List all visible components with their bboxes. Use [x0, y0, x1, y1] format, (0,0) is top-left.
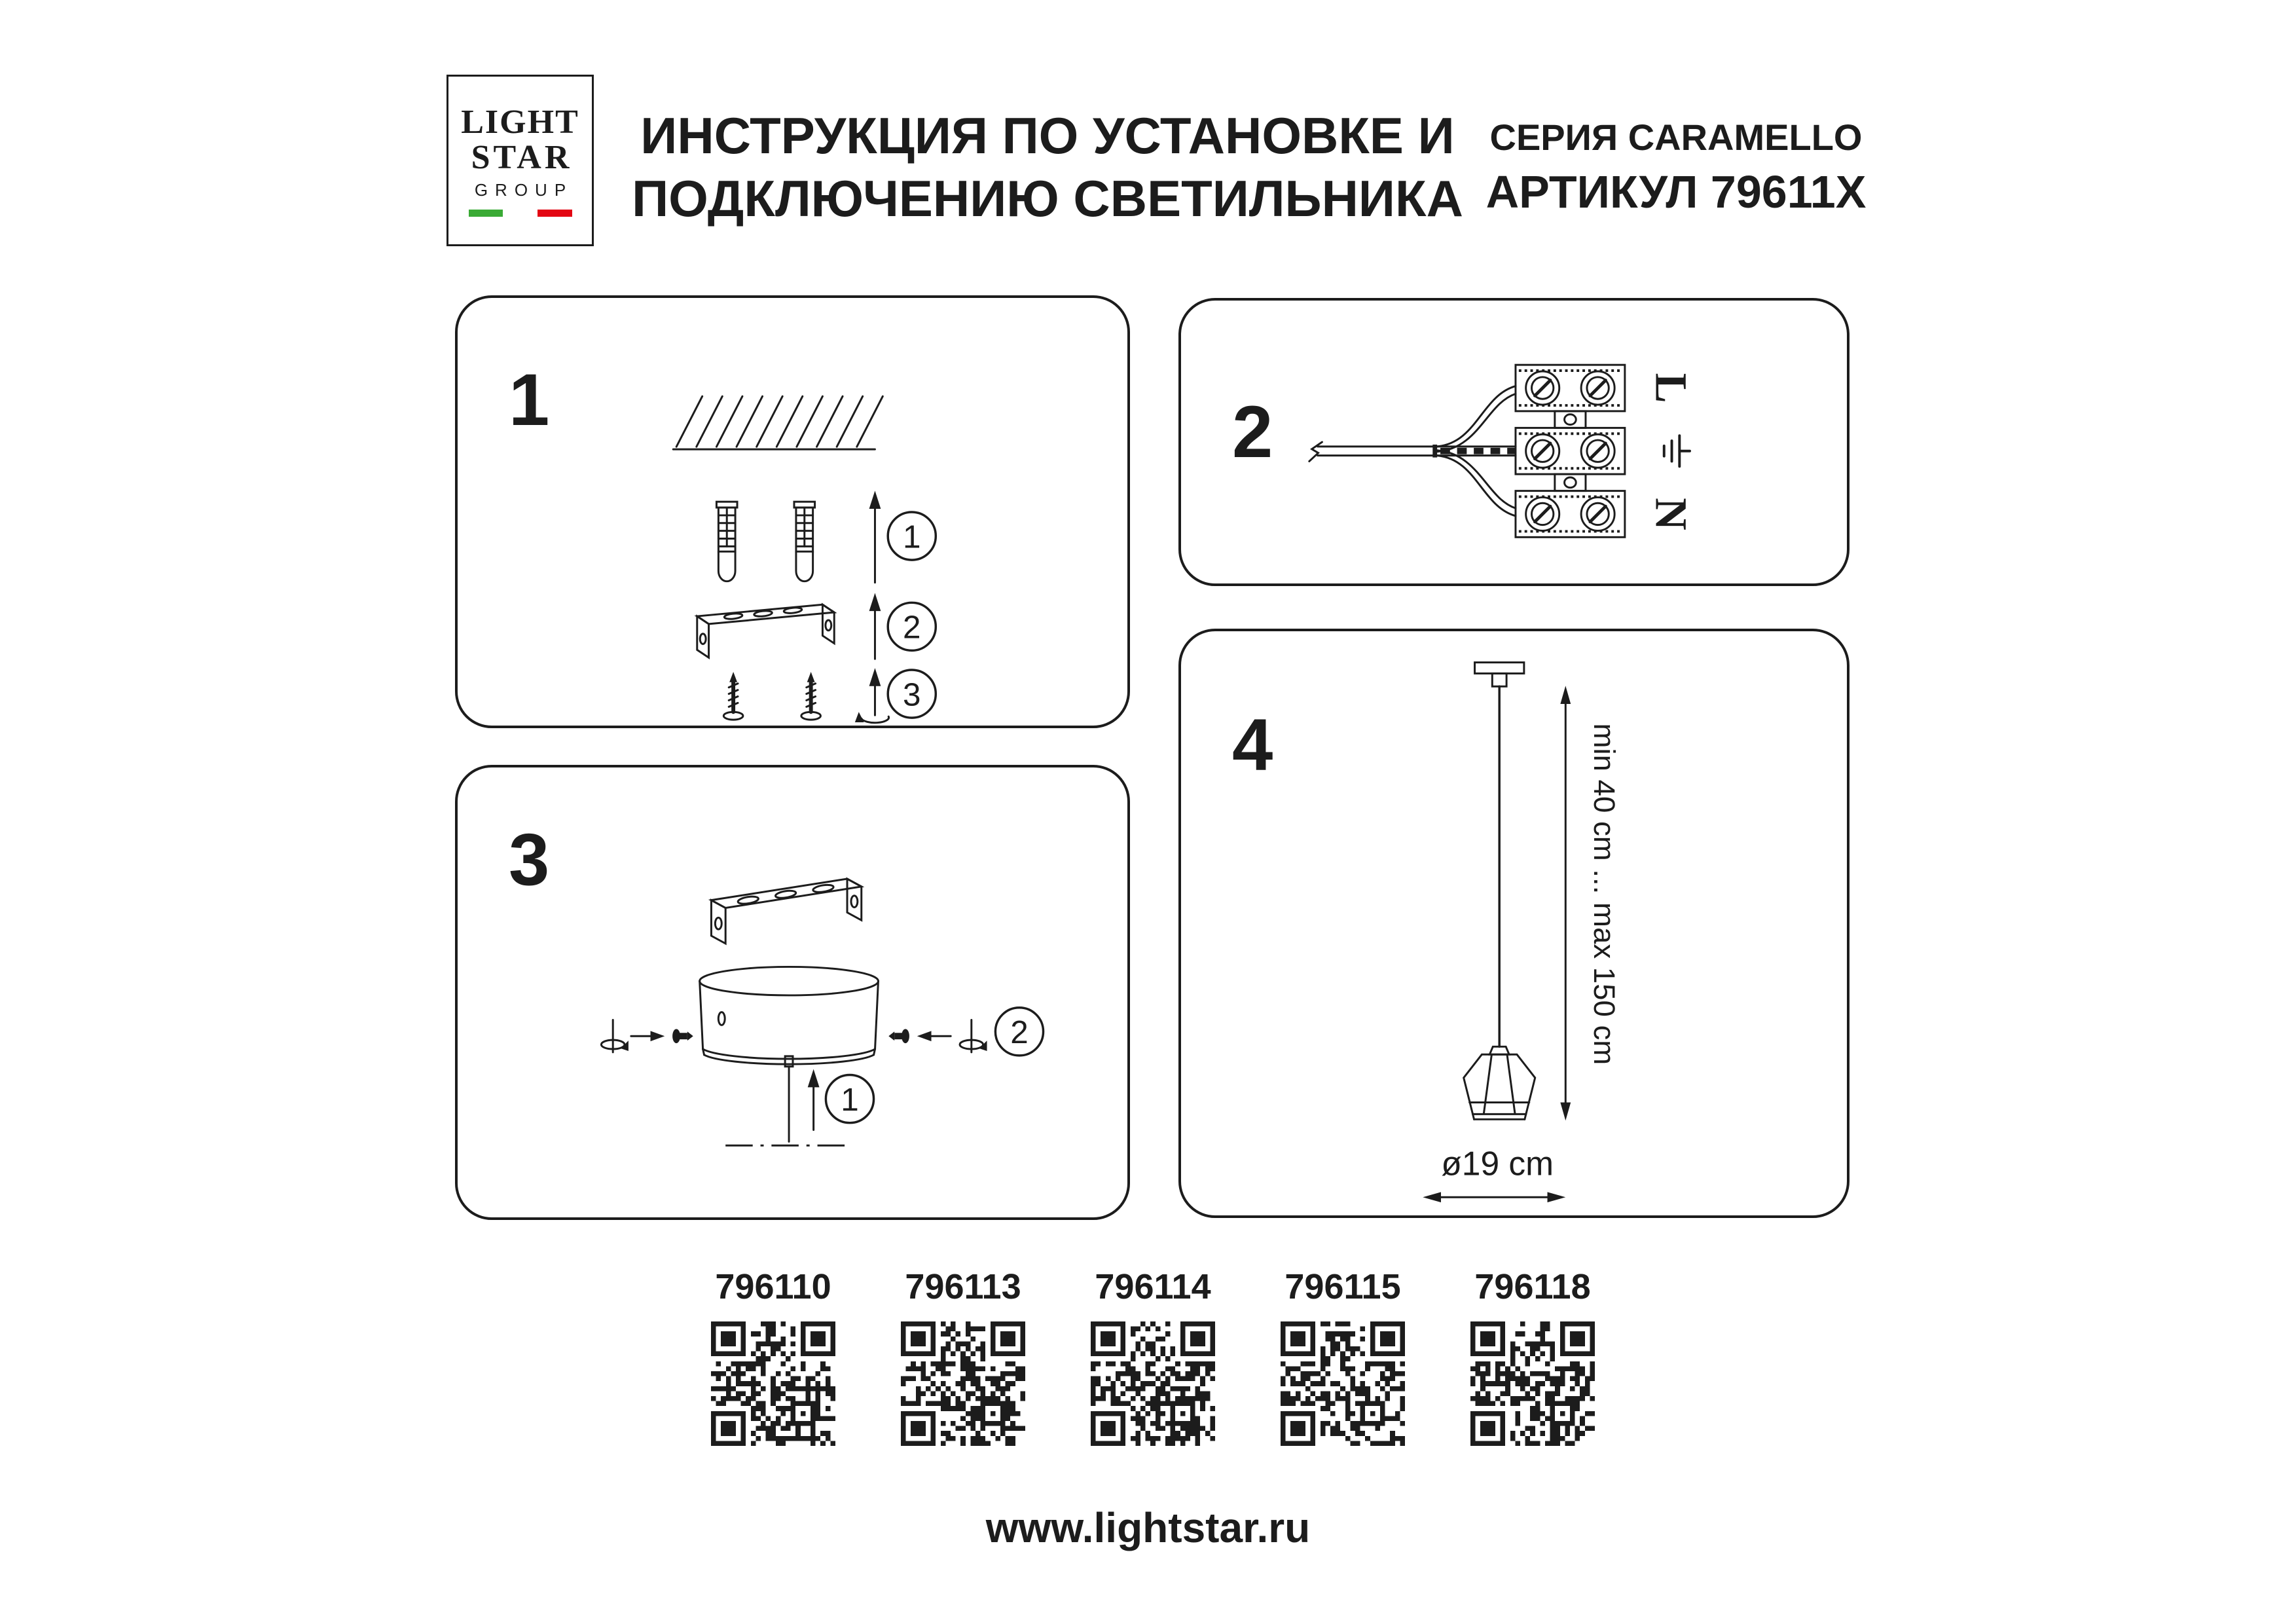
qr-item [1470, 1269, 1595, 1446]
qr-code [1091, 1321, 1215, 1446]
screw-icon [801, 672, 821, 720]
svg-text:2: 2 [1010, 1014, 1029, 1051]
series-name: СЕРИЯ CARAMELLO [1489, 117, 1863, 158]
bracket-icon [697, 604, 834, 657]
ceiling-cap [1475, 663, 1524, 687]
wire-ground [1437, 447, 1516, 456]
ground-icon [1664, 435, 1690, 466]
height-dimension [1560, 686, 1620, 1120]
step3-number: 3 [509, 819, 550, 900]
step-badge [826, 1075, 873, 1123]
qr-code [901, 1321, 1025, 1446]
page-title-line2: ПОДКЛЮЧЕНИЮ СВЕТИЛЬНИКА [632, 170, 1463, 227]
qr-item [1090, 1269, 1216, 1446]
step-badge [888, 602, 936, 650]
page-title-line1: ИНСТРУКЦИЯ ПО УСТАНОВКЕ И [640, 107, 1455, 164]
step1-panel [455, 295, 1130, 728]
page-title [556, 107, 1539, 227]
step4-number: 4 [1232, 704, 1273, 786]
arrow-up-icon [869, 490, 881, 582]
qr-article-label: 796110 [715, 1267, 831, 1306]
height-range-label: min 40 cm ... max 150 cm [1587, 723, 1621, 1065]
svg-text:1: 1 [903, 519, 921, 555]
qr-code-row [710, 1269, 1595, 1446]
step-badge [888, 512, 936, 560]
diameter-label: ø19 cm [1441, 1144, 1554, 1183]
neutral-label: N [1646, 498, 1696, 530]
logo-text-group: GROUP [474, 180, 574, 200]
ceiling-hatch-icon [673, 396, 883, 449]
qr-article-label: 796113 [905, 1267, 1021, 1306]
step4-drawing [1181, 631, 1847, 1215]
canopy [700, 967, 879, 1064]
logo-text-light: LIGHT [461, 103, 579, 141]
arrow-turn-icon [855, 668, 889, 723]
screw-icon [723, 672, 743, 720]
terminal-block [1516, 491, 1625, 538]
svg-text:1: 1 [841, 1081, 859, 1118]
arrow-up-icon [869, 593, 881, 659]
logo-text-star: STAR [471, 139, 573, 176]
wire-live [1437, 386, 1516, 452]
svg-text:3: 3 [903, 676, 921, 713]
wire-neutral [1437, 451, 1516, 516]
step4-panel [1178, 629, 1850, 1218]
pendant-cord [725, 1056, 852, 1145]
flag-green-stripe [469, 210, 503, 217]
article-number: АРТИКУЛ 79611X [1485, 166, 1867, 217]
qr-article-label: 796115 [1285, 1267, 1401, 1306]
power-cable [1309, 442, 1437, 461]
terminal-block [1516, 365, 1625, 411]
screw-side-icon [888, 1029, 909, 1043]
diameter-dimension [1423, 1145, 1565, 1203]
product-info [1447, 119, 1905, 215]
qr-code [711, 1321, 835, 1446]
arrow-left-icon [917, 1031, 951, 1041]
arrow-right-icon [631, 1031, 665, 1041]
step1-number: 1 [509, 359, 550, 441]
terminal-block [1516, 428, 1625, 474]
qr-item [1280, 1269, 1406, 1446]
lantern-shade [1464, 1046, 1535, 1119]
step-badge [995, 1008, 1043, 1056]
arrow-up-icon [808, 1069, 820, 1130]
screw-side-icon [672, 1029, 693, 1043]
qr-item [900, 1269, 1026, 1446]
step1-drawing [458, 298, 1127, 726]
qr-code [1470, 1321, 1595, 1446]
live-label: L [1646, 373, 1696, 403]
dowel-icon [716, 502, 737, 581]
rotate-icon [601, 1020, 629, 1052]
step3-panel [455, 765, 1130, 1220]
qr-article-label: 796118 [1474, 1267, 1591, 1306]
rotate-icon [960, 1020, 987, 1052]
qr-article-label: 796114 [1095, 1267, 1211, 1306]
website-url: www.lightstar.ru [985, 1504, 1311, 1551]
qr-code [1281, 1321, 1405, 1446]
step2-drawing [1181, 301, 1847, 583]
qr-item [710, 1269, 836, 1446]
svg-text:2: 2 [903, 609, 921, 646]
flag-white-stripe [503, 210, 538, 217]
step3-drawing [458, 767, 1127, 1217]
step2-number: 2 [1232, 391, 1273, 473]
step-badge [888, 670, 936, 718]
bracket-icon [711, 879, 861, 944]
dowel-icon [794, 502, 815, 581]
step2-panel [1178, 298, 1850, 586]
